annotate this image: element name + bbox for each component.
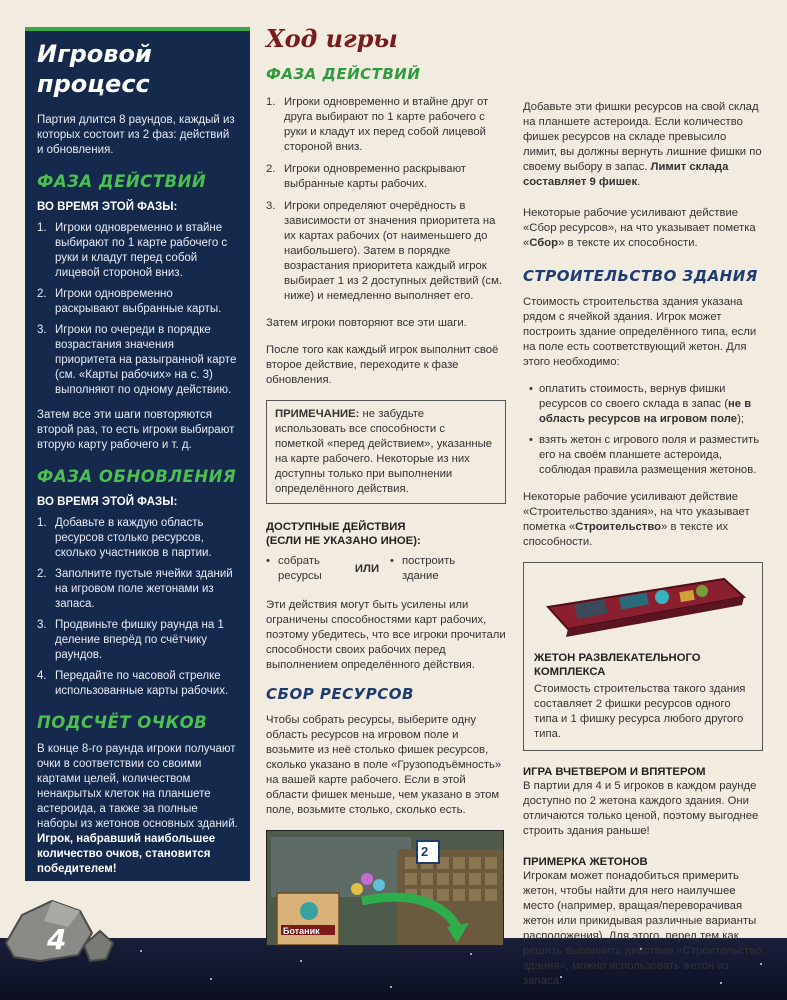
note-box: ПРИМЕЧАНИЕ: не забудьте использовать все способности с пометкой «перед действием», указанные на карте рабочего. Некоторые из них доступны только при выполнении определённого действия. [266, 400, 506, 504]
building-tile-icon [534, 569, 750, 647]
sidebar-update-phase-subheading: ВО ВРЕМЯ ЭТОЙ ФАЗЫ: [37, 496, 178, 508]
sidebar-update-steps [37, 516, 238, 699]
gather-text: Чтобы собрать ресурсы, выберите одну область ресурсов на игровом поле и возьмите из неё столько фишек ресурсов, сколько указано в поле «Грузоподъёмность» на вашей карте рабочего. Если в этой области фишек меньше, чем указано в этом поле, возьмите столько, сколько есть. [266, 714, 502, 816]
repeat-text: Затем игроки повторяют все эти шаги. [266, 317, 467, 329]
four-five-heading: ИГРА ВЧЕТВЕРОМ И ВПЯТЕРОМ [523, 766, 706, 778]
gather-heading: СБОР РЕСУРСОВ [266, 685, 414, 703]
main-column-right [523, 100, 763, 1000]
page-title: Ход игры [266, 24, 398, 53]
sidebar-intro: Партия длится 8 раундов, каждый из которых состоит из 2 фаз: действий и обновления. [37, 114, 235, 156]
modifiers-text: Эти действия могут быть усилены или ограничены способностями карт рабочих, поэтому убедитесь, что все игроки прочитали способности своих рабочих перед выполнением определённого действия. [266, 599, 506, 671]
build-requirements [523, 382, 763, 478]
available-actions-heading: ДОСТУПНЫЕ ДЕЙСТВИЯ (ЕСЛИ НЕ УКАЗАНО ИНОЕ): [266, 521, 421, 547]
build-boost-text: Некоторые рабочие усиливают действие «Строительство здания», на что указывает пометка «Строительство» в тексте их способности. [523, 491, 750, 548]
action-steps [266, 95, 506, 304]
sidebar-title: Игровой процесс [37, 40, 152, 98]
list-item: 4. Передайте по часовой стрелке использованные карты рабочих. [37, 670, 229, 697]
list-item: 3. Игроки по очереди в порядке возрастания значения приоритета на разыгранной карте (см. «Карты рабочих» на с. 3) выполняют по одному действию. [37, 324, 237, 396]
list-item: 1. Игроки одновременно и втайне выбирают по 1 карте рабочего с руки и кладут перед собой лицевой стороной вниз. [37, 222, 228, 279]
build-heading: СТРОИТЕЛЬСТВО ЗДАНИЯ [523, 267, 758, 285]
entertainment-tile-box [523, 562, 763, 751]
sidebar-action-steps [37, 221, 238, 398]
action-phase-heading: ФАЗА ДЕЙСТВИЙ [266, 65, 421, 83]
gameplay-sidebar [25, 27, 250, 881]
try-on-heading: ПРИМЕРКА ЖЕТОНОВ [523, 856, 648, 868]
worker-card-label: Ботаник [283, 926, 320, 936]
sidebar-action-phase-heading: ФАЗА ДЕЙСТВИЙ [37, 172, 207, 191]
page-number: 4 [47, 923, 67, 956]
or-label: ИЛИ [354, 562, 380, 575]
sidebar-scoring-heading: ПОДСЧЁТ ОЧКОВ [37, 713, 208, 732]
list-item: 1. Добавьте в каждую область ресурсов столько ресурсов, сколько участников в партии. [37, 517, 212, 559]
sidebar-scoring-text: В конце 8-го раунда игроки получают очки в соответствии со своими картами целей, количеством ненакрытых клеток на планшете астероида, а также за полные наборы из жетонов основных зданий. Игрок, набравший наибольшее количество очков, становится победителем! [37, 743, 238, 875]
list-item: 2. Игроки одновременно раскрывают выбранные карты рабочих. [266, 163, 466, 190]
list-item: 3. Продвиньте фишку раунда на 1 деление вперёд по счётчику раундов. [37, 619, 224, 661]
list-item: • оплатить стоимость, вернув фишки ресурсов со своего склада в запас (не в область ресурсов на игровом поле); [529, 383, 752, 425]
list-item: 2. Заполните пустые ячейки зданий на игровом поле жетонами из запаса. [37, 568, 233, 610]
after-second-text: После того как каждый игрок выполнит своё второе действие, переходите к фазе обновления. [266, 344, 499, 386]
gather-boost-text: Некоторые рабочие усиливают действие «Сбор ресурсов», на что указывает пометка «Сбор» в тексте их способности. [523, 207, 756, 249]
action-build: • построить здание [390, 555, 456, 582]
round-badge: 2 [421, 844, 429, 859]
list-item: 1. Игроки одновременно и втайне друг от друга выбирают по 1 карте рабочего с руки и кладут их перед собой лицевой стороной вниз. [266, 96, 489, 153]
gather-continued: Добавьте эти фишки ресурсов на свой склад на планшете астероида. Если количество фишек ресурсов на складе превысило лимит, вы должны вернуть лишние фишки по своему выбору в запас. Лимит склада составляет 9 фишек. [523, 101, 762, 188]
try-on-text: Игрокам может понадобиться примерить жетон, чтобы найти для него наилучшее место (например, вращая/переворачивая жетон или прикидывая различные варианты расположения). Для этого, перед тем как решить выполнить действие «Строительство здания», можно использовать жетон из запаса. [523, 870, 762, 987]
four-five-text: В партии для 4 и 5 игроков в каждом раунде доступно по 2 жетона каждого здания. Они отличаются только ценой, поэтому выгоднее строить здания раньше! [523, 780, 759, 837]
list-item: 3. Игроки определяют очерёдность в зависимости от значения приоритета на их картах рабочих (от наименьшего до наибольшего). Затем в порядке возрастания приоритета каждый игрок выбирает 1 из 2 доступных действий (см. ниже) и немедленно выполняет его. [266, 200, 502, 302]
main-column-middle [266, 24, 506, 946]
tile-heading: ЖЕТОН РАЗВЛЕКАТЕЛЬНОГО КОМПЛЕКСА [534, 652, 701, 678]
sidebar-action-outro: Затем все эти шаги повторяются второй раз, то есть игроки выбирают вторую карту рабочего и т. д. [37, 409, 235, 451]
list-item: • взять жетон с игрового поля и разместить его на своём планшете астероида, соблюдая правила размещения жетонов. [529, 434, 760, 476]
tile-text: Стоимость строительства такого здания составляет 2 фишки ресурсов одного типа и 1 фишку ресурса любого другого типа. [534, 683, 746, 740]
gameplay-illustration [266, 830, 504, 946]
sidebar-update-phase-heading: ФАЗА ОБНОВЛЕНИЯ [37, 467, 237, 486]
available-actions [266, 554, 506, 584]
list-item: 2. Игроки одновременно раскрывают выбранные карты. [37, 288, 222, 315]
action-gather: • собрать ресурсы [266, 555, 322, 582]
building-tile-illustration [534, 569, 752, 647]
build-text: Стоимость строительства здания указана рядом с ячейкой здания. Игрок может построить здание определённого типа, если на поле есть соответствующий жетон. Для этого необходимо: [523, 296, 757, 368]
sidebar-action-phase-subheading: ВО ВРЕМЯ ЭТОЙ ФАЗЫ: [37, 201, 178, 213]
